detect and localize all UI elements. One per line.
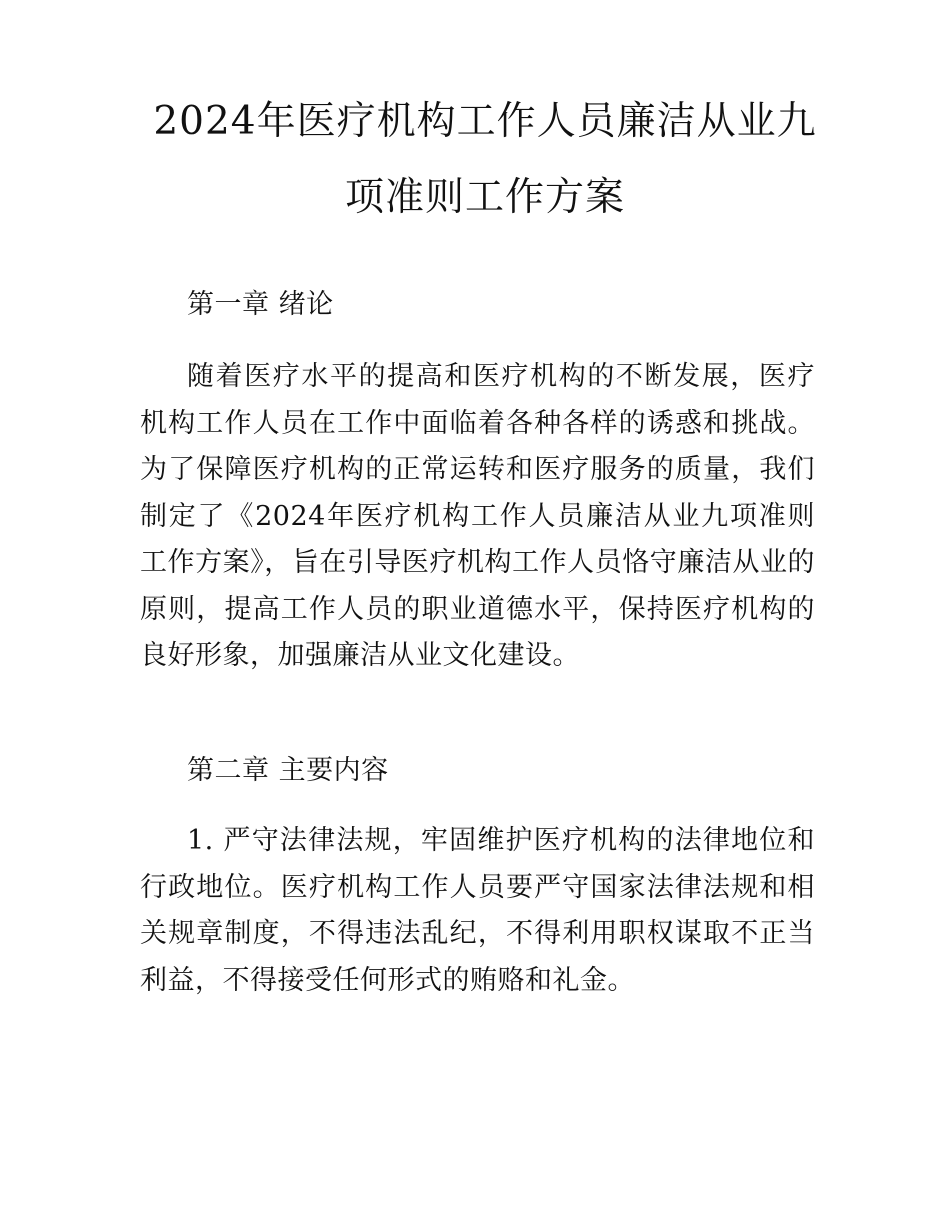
chapter-1-paragraph: 随着医疗水平的提高和医疗机构的不断发展，医疗机构工作人员在工作中面临着各种各样的诱惑和挑战。为了保障医疗机构的正常运转和医疗服务的质量，我们制定了《2024年医疗机构工作人员廉洁从业九项准则工作方案》，旨在引导医疗机构工作人员恪守廉洁从业的原则，提高工作人员的职业道德水平，保持医疗机构的良好形象，加强廉洁从业文化建设。: [140, 361, 815, 671]
document-title: 2024年医疗机构工作人员廉洁从业九项准则工作方案: [153, 99, 817, 220]
chapter-2-paragraph: 1. 严守法律法规，牢固维护医疗机构的法律地位和行政地位。医疗机构工作人员要严守国家法律法规和相关规章制度，不得违法乱纪，不得利用职权谋取不正当利益，不得接受任何形式的贿赂和礼金。: [140, 825, 815, 996]
chapter-heading-1: 第一章 绪论: [187, 289, 334, 320]
chapter-heading-2: 第二章 主要内容: [187, 755, 389, 786]
